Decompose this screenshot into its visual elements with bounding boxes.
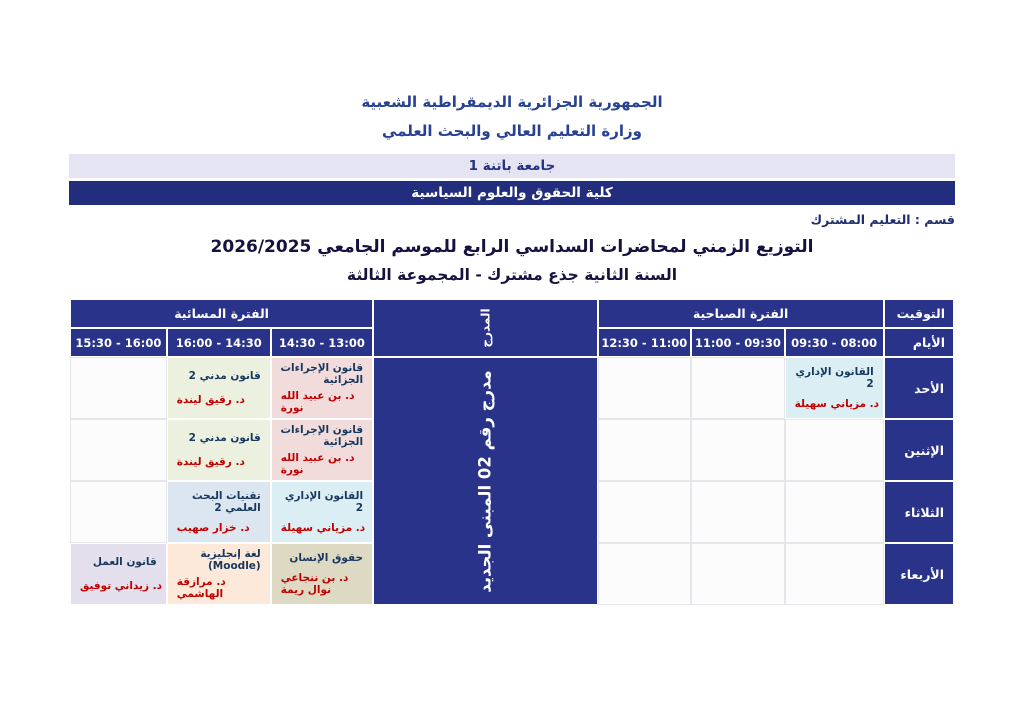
schedule-cell xyxy=(168,358,270,418)
schedule-main-title: التوزيع الزمني لمحاضرات السداسي الرابع للموسم الجامعي 2026/2025 xyxy=(210,237,814,257)
teacher-name: د. بن ننجاعي نوال ريمة xyxy=(280,571,349,596)
course-name: القانون الإداري 2 xyxy=(284,489,364,514)
course-name: تقنيات البحث العلمي 2 xyxy=(192,489,261,514)
teacher-name: د. بن عبيد الله نورة xyxy=(280,389,355,414)
document-content xyxy=(69,0,955,606)
teacher-name: د. خزار صهيب xyxy=(176,522,250,534)
schedule-cell xyxy=(272,420,372,480)
schedule-cell xyxy=(692,358,784,418)
faculty-bar: كلية الحقوق والعلوم السياسية xyxy=(69,181,955,205)
amphi-header-label: المدرج xyxy=(478,308,493,348)
schedule-cell xyxy=(786,420,883,480)
teacher-name: د. مزياني سهيلة xyxy=(280,522,366,534)
amphi-header-cell xyxy=(374,300,596,356)
university-bar: جامعة باتنة 1 xyxy=(69,154,955,178)
evening-period-header: الفترة المسائية xyxy=(71,300,372,327)
course-name: حقوق الإنسان xyxy=(289,551,364,564)
days-header-cell: الأيام xyxy=(885,329,953,356)
time-slot-header: 12:30 - 11:00 xyxy=(599,329,691,356)
schedule-cell xyxy=(272,482,372,542)
teacher-name: د. زيداني توفيق xyxy=(80,579,163,592)
schedule-cell xyxy=(71,544,166,604)
course-name: قانون الإجراءات الجزائية xyxy=(280,423,364,448)
schedule-cell xyxy=(786,544,883,604)
schedule-cell xyxy=(692,420,784,480)
time-slot-header: 09:30 - 08:00 xyxy=(786,329,883,356)
teacher-name: د. رقيق ليندة xyxy=(176,393,245,406)
schedule-cell xyxy=(272,358,372,418)
time-slot-header: 11:00 - 09:30 xyxy=(692,329,784,356)
day-label: الإثنين xyxy=(885,420,953,480)
timetable xyxy=(69,298,955,606)
schedule-cell xyxy=(71,420,166,480)
timing-header-cell: التوقيت xyxy=(885,300,953,327)
course-name: قانون مدني 2 xyxy=(188,369,261,382)
amphi-value-cell xyxy=(374,358,596,604)
schedule-cell xyxy=(599,358,691,418)
time-slot-header: 15:30 - 16:00 xyxy=(71,329,166,356)
schedule-cell xyxy=(692,544,784,604)
header-row-periods xyxy=(71,300,953,327)
time-slot-header: 16:00 - 14:30 xyxy=(168,329,270,356)
course-name: قانون مدني 2 xyxy=(188,431,261,444)
republic-title: الجمهورية الجزائرية الديمقراطية الشعبية xyxy=(361,93,663,111)
schedule-cell xyxy=(692,482,784,542)
schedule-cell xyxy=(71,358,166,418)
morning-period-header: الفترة الصباحية xyxy=(599,300,883,327)
ministry-title: وزارة التعليم العالي والبحث العلمي xyxy=(381,122,643,140)
table-row-sunday xyxy=(71,358,953,418)
teacher-name: د. رقيق ليندة xyxy=(176,455,245,468)
teacher-name: د. مرازقة الهاشمي xyxy=(176,575,226,600)
schedule-cell xyxy=(599,482,691,542)
schedule-cell xyxy=(168,544,270,604)
time-slot-header: 14:30 - 13:00 xyxy=(272,329,372,356)
schedule-cell xyxy=(599,544,691,604)
day-label: الأربعاء xyxy=(885,544,953,604)
teacher-name: د. مزياني سهيلة xyxy=(794,398,880,410)
schedule-cell xyxy=(168,482,270,542)
schedule-cell xyxy=(168,420,270,480)
day-label: الثلاثاء xyxy=(885,482,953,542)
course-name: لغة إنجليزية (Moodle) xyxy=(200,547,261,572)
teacher-name: د. بن عبيد الله نورة xyxy=(280,451,355,476)
schedule-sub-title: السنة الثانية جذع مشترك - المجموعة الثالثة xyxy=(346,266,678,284)
day-label: الأحد xyxy=(885,358,953,418)
course-name: القانون الإداري 2 xyxy=(795,365,874,390)
schedule-cell xyxy=(272,544,372,604)
schedule-cell xyxy=(786,482,883,542)
schedule-cell xyxy=(599,420,691,480)
schedule-cell xyxy=(71,482,166,542)
department-line: قسم : التعليم المشترك xyxy=(810,212,955,227)
course-name: قانون العمل xyxy=(92,555,157,568)
schedule-cell xyxy=(786,358,883,418)
course-name: قانون الإجراءات الجزائية xyxy=(280,361,364,386)
amphi-value-label: مدرج رقم 02 المبنى الجديد xyxy=(475,369,495,593)
